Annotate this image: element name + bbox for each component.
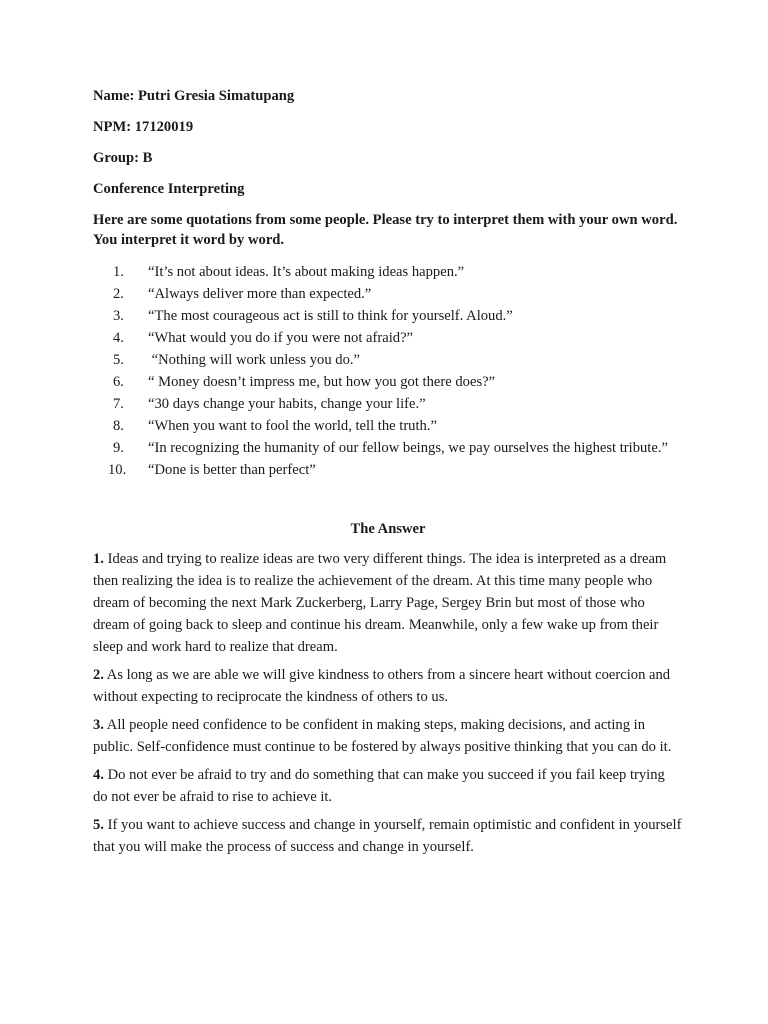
answer-paragraph (93, 814, 683, 858)
list-number: 9. (113, 440, 124, 456)
answer-number: 2. (93, 667, 104, 683)
quote-text: “The most courageous act is still to think for yourself. Aloud.” (148, 308, 513, 324)
answer-text: If you want to achieve success and change in yourself, remain optimistic and confident in yourself that you will make the process of success and change in yourself. (93, 817, 682, 855)
list-item (93, 283, 683, 305)
quote-text: “What would you do if you were not afraid?” (148, 330, 414, 346)
list-item (93, 371, 683, 393)
answer-number: 5. (93, 817, 104, 833)
list-item (93, 305, 683, 327)
list-item (93, 349, 683, 371)
list-item (93, 261, 683, 283)
answer-number: 1. (93, 551, 104, 567)
quote-text: “Nothing will work unless you do.” (148, 352, 360, 368)
answer-paragraph (93, 664, 683, 708)
list-number: 2. (113, 286, 124, 302)
quote-text: “30 days change your habits, change your life.” (148, 396, 426, 412)
answer-number: 3. (93, 717, 104, 733)
list-number: 4. (113, 330, 124, 346)
list-number: 1. (113, 264, 124, 280)
list-item (93, 437, 683, 459)
student-name: Name: Putri Gresia Simatupang (93, 88, 295, 104)
list-item (93, 459, 683, 481)
answer-number: 4. (93, 767, 104, 783)
document-page (93, 86, 683, 864)
quote-text: “It’s not about ideas. It’s about making ideas happen.” (148, 264, 465, 280)
student-npm: NPM: 17120019 (93, 119, 194, 135)
answer-paragraph (93, 764, 683, 808)
list-item (93, 327, 683, 349)
student-group: Group: B (93, 150, 153, 166)
quote-text: “Done is better than perfect” (148, 462, 316, 478)
list-number: 6. (113, 374, 124, 390)
list-number: 8. (113, 418, 124, 434)
list-item (93, 393, 683, 415)
list-number: 3. (113, 308, 124, 324)
quote-text: “Always deliver more than expected.” (148, 286, 372, 302)
quote-text: “When you want to fool the world, tell the truth.” (148, 418, 437, 434)
instruction-text: Here are some quotations from some people. Please try to interpret them with your own word. You interpret it word by word. (93, 212, 678, 248)
answer-text: Do not ever be afraid to try and do something that can make you succeed if you fail keep trying do not ever be afraid to rise to achieve it. (93, 767, 665, 805)
answer-text: As long as we are able we will give kindness to others from a sincere heart without coercion and without expecting to reciprocate the kindness of others to us. (93, 667, 671, 705)
answer-text: All people need confidence to be confident in making steps, making decisions, and acting in public. Self-confidence must continue to be fostered by always positive thinking that you can do it. (93, 717, 672, 755)
answer-heading: The Answer (350, 521, 426, 537)
quote-text: “In recognizing the humanity of our fellow beings, we pay ourselves the highest tribute.” (148, 440, 668, 456)
answer-text: Ideas and trying to realize ideas are two very different things. The idea is interpreted as a dream then realizing the idea is to realize the achievement of the dream. At this time many people who dream of becoming the next Mark Zuckerberg, Larry Page, Sergey Brin but most of those who dream of going back to sleep and continue his dream. Meanwhile, only a few wake up from their sleep and work hard to realize that dream. (93, 551, 667, 655)
course-title: Conference Interpreting (93, 181, 245, 197)
quotes-list (93, 261, 683, 481)
answer-paragraph (93, 714, 683, 758)
list-number: 10. (108, 462, 127, 478)
list-number: 7. (113, 396, 124, 412)
list-number: 5. (113, 352, 124, 368)
answer-paragraph (93, 548, 683, 658)
list-item (93, 415, 683, 437)
quote-text: “ Money doesn’t impress me, but how you got there does?” (148, 374, 496, 390)
